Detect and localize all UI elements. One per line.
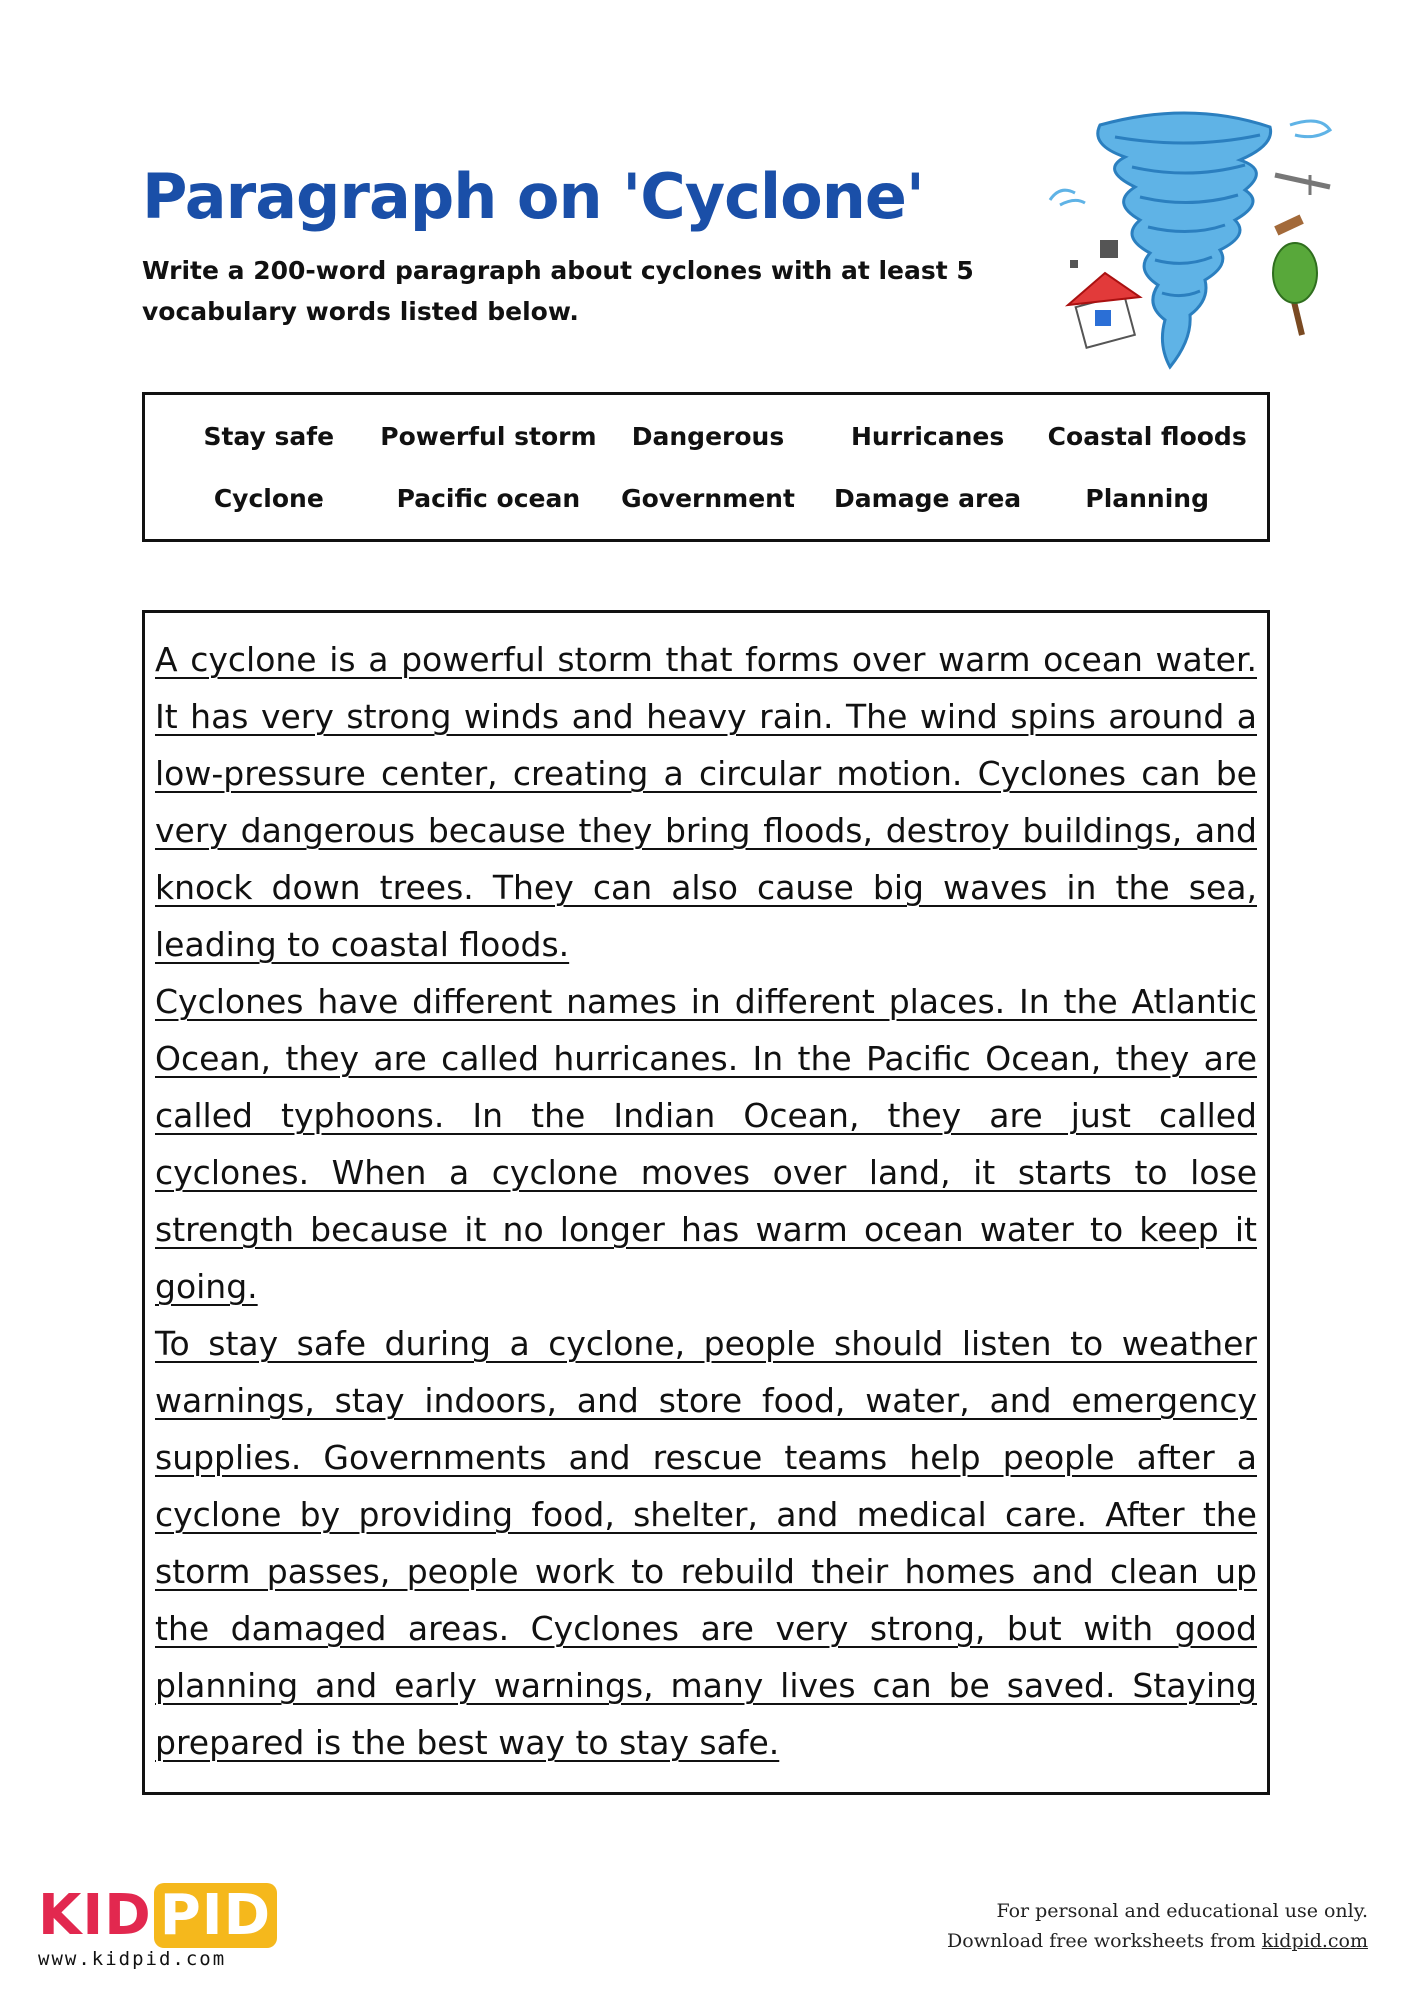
page-title: Paragraph on 'Cyclone' [142,160,924,233]
vocab-word: Dangerous [631,421,785,451]
vocab-word: Planning [1085,483,1209,513]
tornado-illustration [1040,105,1340,385]
logo-url: www.kidpid.com [38,1948,227,1970]
paragraph: A cyclone is a powerful storm that forms over warm ocean water. It has very strong winds and heavy rain. The wind spins around a low-pressure center, creating a circular motion. Cyclones can be very dangerous because they bring floods, destroy buildings, and knock down trees. They can also cause big waves in the sea, leading to coastal floods. [155,640,1257,964]
logo-kid: KID [38,1883,152,1948]
vocab-word: Hurricanes [850,421,1005,451]
paragraph: Cyclones have different names in different places. In the Atlantic Ocean, they are called hurricanes. In the Pacific Ocean, they are called typhoons. In the Indian Ocean, they are just called cyclones. When a cyclone moves over land, it starts to lose strength because it no longer has warm ocean water to keep it going. [155,982,1257,1306]
logo-pid: PID [154,1883,277,1948]
paragraph-box [142,610,1270,1795]
vocab-word: Damage area [834,483,1022,513]
kidpid-logo[interactable] [38,1883,277,1970]
tree-icon [1273,243,1317,335]
footer-note [947,1896,1368,1956]
footer-prefix: Download free worksheets from [947,1930,1262,1952]
footer-line-2 [947,1926,1368,1956]
vocab-word: Coastal floods [1047,421,1247,451]
footer-line-1: For personal and educational use only. [996,1900,1368,1922]
vocab-word: Stay safe [203,421,335,451]
vocab-word: Cyclone [213,483,324,513]
vocab-word: Pacific ocean [396,483,581,513]
paragraph: To stay safe during a cyclone, people should listen to weather warnings, stay indoors, and store food, water, and emergency supplies. Governments and rescue teams help people after a cyclone by providing food, shelter, and medical care. After the storm passes, people work to rebuild their homes and clean up the damaged areas. Cyclones are very strong, but with good planning and early warnings, many lives can be saved. Staying prepared is the best way to stay safe. [155,1324,1257,1762]
logo-mark [38,1883,277,1948]
vocab-word: Government [621,483,795,513]
vocab-word: Powerful storm [380,421,597,451]
vocabulary-box [142,392,1270,542]
instruction-text: Write a 200-word paragraph about cyclones with at least 5 vocabulary words listed below. [142,256,974,326]
footer-link[interactable]: kidpid.com [1261,1930,1368,1952]
house-icon [1068,273,1140,348]
